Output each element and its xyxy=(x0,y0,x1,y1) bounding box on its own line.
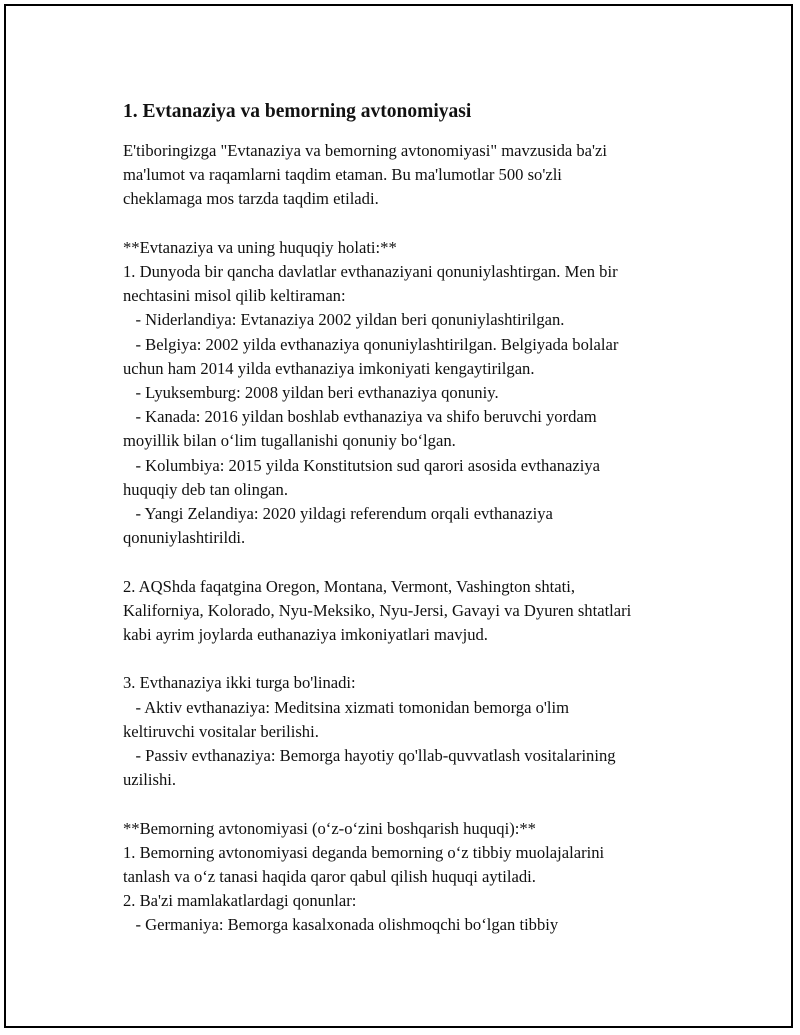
text-line: 3. Evthanaziya ikki turga bo'linadi: xyxy=(123,673,356,693)
text-line: - Belgiya: 2002 yilda evthanaziya qonuniylashtirilgan. Belgiyada bolalar xyxy=(123,334,619,354)
text-line: kabi ayrim joylarda euthanaziya imkoniyatlari mavjud. xyxy=(123,625,488,645)
blank-line xyxy=(123,792,703,816)
text-line: - Kanada: 2016 yildan boshlab evthanaziya va shifo beruvchi yordam xyxy=(123,407,597,427)
text-line: cheklamaga mos tarzda taqdim etiladi. xyxy=(123,189,379,209)
text-line: 2. Ba'zi mamlakatlardagi qonunlar: xyxy=(123,891,357,911)
text-line: E'tiboringizga "Evtanaziya va bemorning avtonomiyasi" mavzusida ba'zi xyxy=(123,141,608,160)
text-line: 2. AQShda faqatgina Oregon, Montana, Vermont, Vashington shtati, xyxy=(123,576,575,596)
text-line: Kaliforniya, Kolorado, Nyu-Meksiko, Nyu-Jersi, Gavayi va Dyuren shtatlari xyxy=(123,600,632,620)
text-line: - Niderlandiya: Evtanaziya 2002 yildan beri qonuniylashtirilgan. xyxy=(123,310,565,330)
text-line: ma'lumot va raqamlarni taqdim etaman. Bu ma'lumotlar 500 so'zli xyxy=(123,165,562,185)
text-line: **Bemorning avtonomiyasi (oʻz-oʻzini boshqarish huquqi):** xyxy=(123,818,536,838)
document-body xyxy=(123,98,703,938)
document-text xyxy=(123,139,703,938)
blank-line xyxy=(123,212,703,236)
text-line: keltiruvchi vositalar berilishi. xyxy=(123,721,319,741)
text-line: - Aktiv evthanaziya: Meditsina xizmati tomonidan bemorga o'lim xyxy=(123,697,570,717)
blank-line xyxy=(123,550,703,574)
text-line: - Kolumbiya: 2015 yilda Konstitutsion sud qarori asosida evthanaziya xyxy=(123,455,600,475)
text-line: uchun ham 2014 yilda evthanaziya imkoniyati kengaytirilgan. xyxy=(123,358,535,378)
text-line: nechtasini misol qilib keltiraman: xyxy=(123,286,346,306)
text-line: uzilishi. xyxy=(123,770,177,790)
text-line: 1. Dunyoda bir qancha davlatlar evthanaziyani qonuniylashtirgan. Men bir xyxy=(123,262,618,281)
text-line: - Lyuksemburg: 2008 yildan beri evthanaziya qonuniy. xyxy=(123,383,499,403)
blank-line xyxy=(123,647,703,671)
text-line: 1. Bemorning avtonomiyasi deganda bemorning oʻz tibbiy muolajalarini xyxy=(123,842,605,862)
text-line: **Evtanaziya va uning huquqiy holati:** xyxy=(123,237,397,257)
document-title: 1. Evtanaziya va bemorning avtonomiyasi xyxy=(123,101,472,122)
text-line: - Germaniya: Bemorga kasalxonada olishmoqchi boʻlgan tibbiy xyxy=(123,915,559,935)
text-line: tanlash va oʻz tanasi haqida qaror qabul qilish huquqi aytiladi. xyxy=(123,867,536,887)
text-line: qonuniylashtirildi. xyxy=(123,528,246,548)
text-line: huquqiy deb tan olingan. xyxy=(123,479,288,499)
page-frame xyxy=(4,4,793,1028)
text-line: moyillik bilan oʻlim tugallanishi qonuniy boʻlgan. xyxy=(123,431,456,451)
text-line: - Passiv evthanaziya: Bemorga hayotiy qo'llab-quvvatlash vositalarining xyxy=(123,746,616,766)
text-line: - Yangi Zelandiya: 2020 yildagi referendum orqali evthanaziya xyxy=(123,504,553,524)
